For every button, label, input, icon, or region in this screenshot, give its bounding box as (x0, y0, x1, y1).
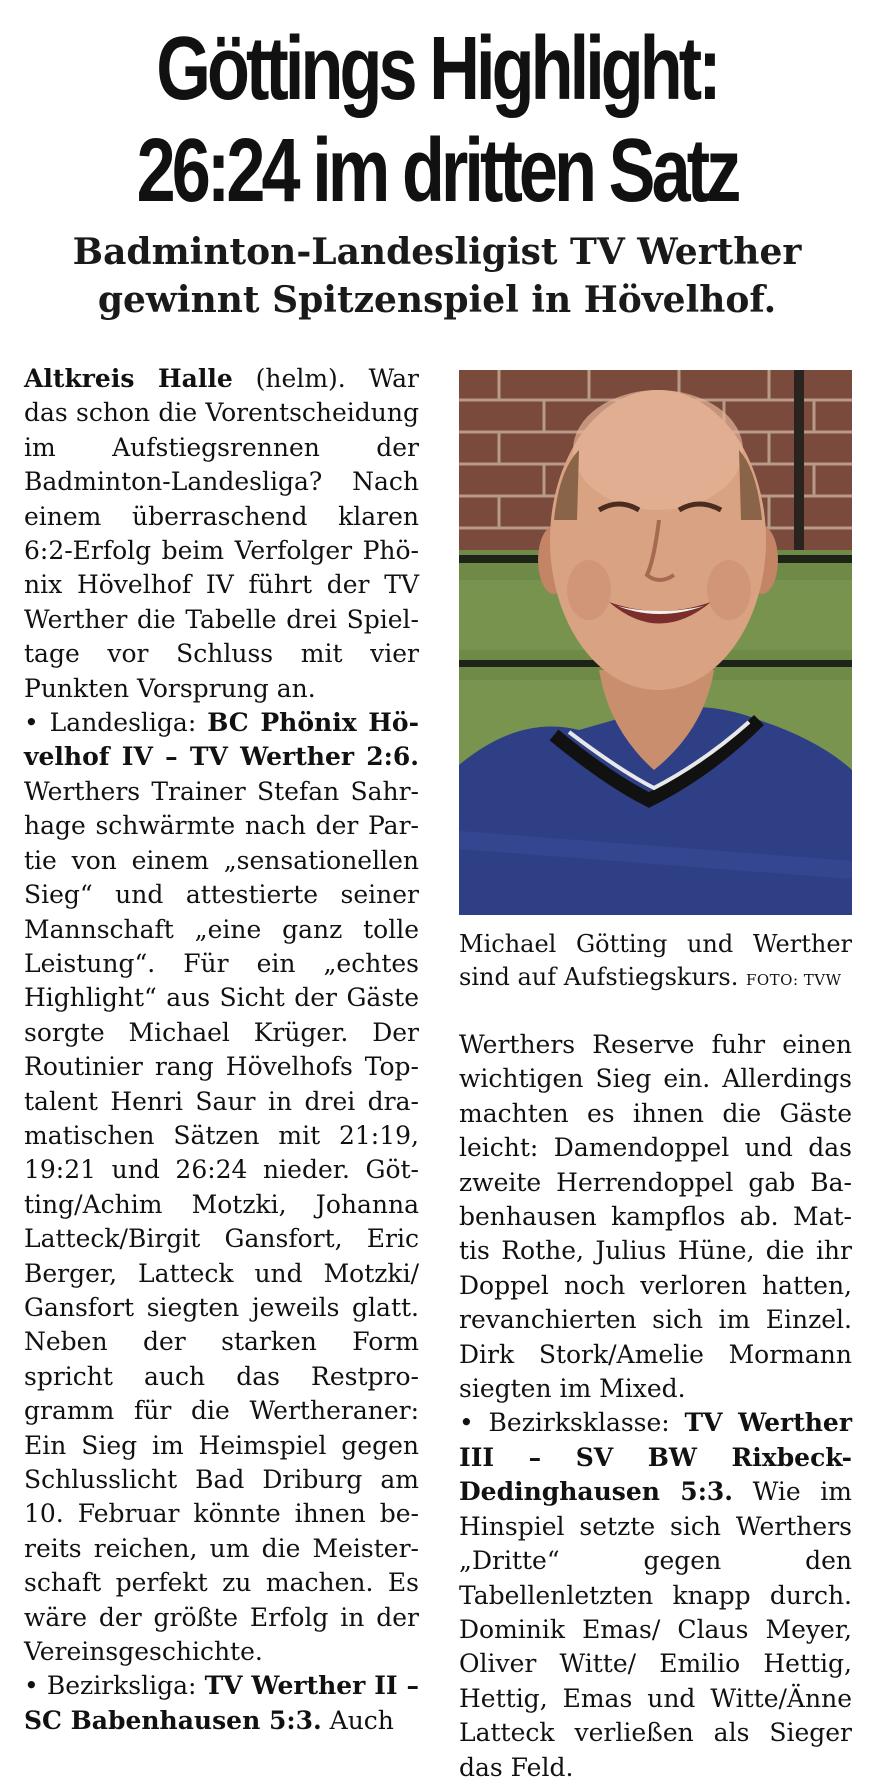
portrait-photo (459, 370, 852, 915)
section2-label: • Bezirksliga: (24, 1671, 205, 1701)
section2-match: TV Werther II – SC Babenhausen 5:3. (24, 1671, 419, 1735)
subheadline (0, 228, 874, 324)
section2-text-right: Werthers Reserve fuhr einen wichtigen Sieg ein. Allerdings machten es ihnen die Gäste leicht: Damendoppel und das zweite Herrendoppel gab Babenhausen kampflos ab. Mattis Rothe, Julius Hüne, die ihr Doppel noch verloren hatten, revanchierten sich im Einzel. Dirk Stork/Amelie Mormann siegten im Mixed. (459, 1030, 852, 1404)
headline (96, 18, 778, 222)
section1-label: • Landesliga: (24, 708, 208, 738)
intro-text: (helm). War das schon die Vorentscheidung im Aufstiegsrennen der Badminton-Landesliga? Nach einem überraschend klaren 6:2-Erfolg beim Verfolger Phönix Hövelhof IV führt der TV Werther die Tabelle drei Spieltage vor Schluss mit vier Punkten Vorsprung an. (24, 364, 419, 703)
section-bezirksliga-continued (459, 1028, 852, 1406)
section1-match: BC Phönix Hövelhof IV – TV Werther 2:6. (24, 708, 419, 772)
section-landesliga (24, 706, 419, 1669)
subheadline-line-2: gewinnt Spitzenspiel in Hövelhof. (97, 279, 777, 321)
intro-paragraph (24, 362, 419, 706)
section2-text-left: Auch (321, 1705, 394, 1735)
section-bezirksklasse (459, 1406, 852, 1784)
caption-text: Michael Götting und Werther sind auf Aufstiegskurs. (459, 930, 852, 991)
dateline: Altkreis Halle (24, 364, 233, 393)
section3-text: Wie im Hinspiel setzte sich Werthers „Dritte“ gegen den Tabellenletzten knapp durch. Dominik Emas/ Claus Meyer, Oliver Witte/ Emilio Hettig, Hettig, Emas und Witte/Änne Latteck verließen als Sieger das Feld. (459, 1477, 852, 1782)
section1-text: Werthers Trainer Stefan Sahrhage schwärmte nach der Partie von einem „sensationellen Sieg“ und attestierte seiner Mannschaft „eine ganz tolle Leistung“. Für ein „echtes Highlight“ aus Sicht der Gäste sorgte Michael Krüger. Der Routinier rang Hövelhofs Toptalent Henri Saur in drei dramatischen Sätzen mit 21:19, 19:21 und 26:24 nieder. Götting/Achim Motzki, Johanna Latteck/Birgit Gansfort, Eric Berger, Latteck und Motzki/ Gansfort siegten jeweils glatt. Neben der starken Form spricht auch das Restprogramm für die Wertheraner: Ein Sieg im Heimspiel gegen Schlusslicht Bad Driburg am 10. Februar könnte ihnen bereits reichen, um die Meisterschaft perfekt zu machen. Es wäre der größte Erfolg in der Vereinsgeschichte. (24, 776, 419, 1667)
subheadline-line-1: Badminton-Landesligist TV Werther (72, 231, 802, 273)
section-bezirksliga (24, 1669, 419, 1738)
section3-label: • Bezirksklasse: (459, 1408, 685, 1438)
photo-caption (459, 928, 852, 997)
headline-line-2: 26:24 im dritten Satz (136, 121, 738, 221)
portrait-photo-icon (459, 370, 852, 915)
photo-credit: FOTO: TVW (745, 971, 842, 989)
section3-match: TV Werther III – SV BW Rixbeck-Dedinghausen 5:3. (459, 1408, 852, 1507)
article-column-right (459, 1028, 852, 1785)
article-column-left (24, 362, 419, 1738)
headline-line-1: Göttings Highlight: (156, 19, 718, 119)
